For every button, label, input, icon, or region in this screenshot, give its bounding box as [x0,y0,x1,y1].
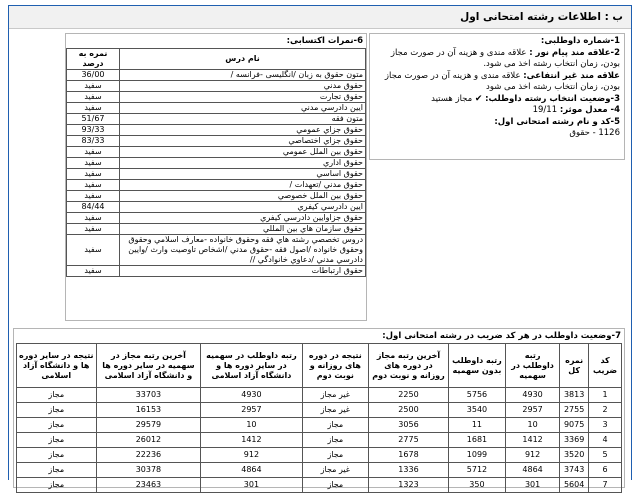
rank-cell: 2250 [369,388,449,403]
section-title: ب : اطلاعات رشته امتحانی اول [9,6,631,29]
rank-row [17,448,622,463]
rank-cell: 30378 [96,463,201,478]
payame-noor-line: 2-علاقه مند پیام نور : علاقه مندی و هزینه آن در صورت مجاز بودن، زمان انتخاب رشته اخذ می شود. [390,47,620,69]
course-name: ايين دادرسي مدني [120,103,366,114]
course-name: حقوق بين الملل خصوصي [120,191,366,202]
rank-cell: 301 [201,478,302,493]
grades-box [65,33,367,321]
grade-row [67,266,366,277]
course-name: ايين دادرسي کيفري [120,202,366,213]
rank-cell: مجاز [17,418,97,433]
rank-cell: 11 [448,418,505,433]
course-name: متون فقه [120,114,366,125]
rank-cell: مجاز [302,448,369,463]
course-grade: سفيد [67,169,120,180]
rank-cell: 912 [506,448,560,463]
course-grade: سفيد [67,158,120,169]
course-name: حقوق جزاي عمومي [120,125,366,136]
rank-cell: 1681 [448,433,505,448]
course-grade: سفيد [67,147,120,158]
grades-title: 6-نمرات اکتسابی: [286,36,363,46]
grade-row [67,125,366,136]
ranks-box [13,328,625,488]
rank-cell: 5756 [448,388,505,403]
rank-cell: مجاز [17,433,97,448]
rank-cell: 1412 [506,433,560,448]
ranks-header-cell: رتبه داوطلب در سهمیه [506,344,560,388]
rank-cell: مجاز [17,403,97,418]
ranks-header-cell: نتیجه در سایر دوره ها و دانشگاه آزاد اسلامی [17,344,97,388]
selection-status-line: 3-وضعیت انتخاب رشته داوطلب: ✔ مجاز هستید [431,93,620,104]
rank-row [17,418,622,433]
ranks-header-cell: آخرین رتبه مجاز در دوره های روزانه و نوبت دوم [369,344,449,388]
course-grade: 93/33 [67,125,120,136]
rank-cell: 1323 [369,478,449,493]
course-name: متون حقوق به زبان /انگلیسی -فرانسه / [120,70,366,81]
course-name: حقوق بين الملل عمومي [120,147,366,158]
rank-cell: مجاز [302,433,369,448]
rank-cell: 301 [506,478,560,493]
grades-header-course: نام درس [120,49,366,70]
course-name: حقوق جزاي اختصاصي [120,136,366,147]
rank-cell: 1 [589,388,622,403]
rank-cell: مجاز [17,478,97,493]
rank-cell: 23463 [96,478,201,493]
grade-row [67,169,366,180]
rank-cell: 3369 [560,433,589,448]
rank-cell: 2775 [369,433,449,448]
rank-cell: 22236 [96,448,201,463]
rank-cell: مجاز [17,448,97,463]
rank-cell: غیر مجاز [302,463,369,478]
rank-cell: 2957 [201,403,302,418]
rank-cell: 5712 [448,463,505,478]
grade-row [67,147,366,158]
course-name: حقوق مدني [120,81,366,92]
course-grade: 51/67 [67,114,120,125]
course-name: حقوق سازمان هاي بين المللي [120,224,366,235]
course-name: دروس تخصصي رشته هاي فقه وحقوق خانواده -معارف اسلامي وحقوق وحقوق خانواده /اصول فقه -حقوق مدني /اشخاص تاوصيت وارث /وايين دادرسي مدني /دعاوي خانوادگي // [120,235,366,266]
exam-info-panel [8,5,632,489]
rank-row [17,403,622,418]
rank-cell: 10 [506,418,560,433]
rank-cell: 4864 [201,463,302,478]
course-grade: سفيد [67,213,120,224]
grades-table [66,48,366,277]
grade-row [67,103,366,114]
course-grade: سفيد [67,224,120,235]
rank-cell: غیر مجاز [302,403,369,418]
rank-cell: 3056 [369,418,449,433]
rank-cell: 9075 [560,418,589,433]
grade-row [67,180,366,191]
grade-row [67,70,366,81]
candidate-number-line: 1-شماره داوطلبی: [540,36,620,46]
grade-row [67,92,366,103]
rank-cell: 33703 [96,388,201,403]
grades-header-grade: نمره به درصد [67,49,120,70]
course-grade: سفيد [67,81,120,92]
rank-cell: 5 [589,448,622,463]
rank-cell: 912 [201,448,302,463]
rank-cell: 26012 [96,433,201,448]
grade-row [67,158,366,169]
course-name: حقوق اساسي [120,169,366,180]
course-grade: سفيد [67,92,120,103]
field-code-value: 1126 - حقوق [569,128,620,138]
ranks-header-cell: نتیجه در دوره های روزانه و نوبت دوم [302,344,369,388]
rank-cell: 10 [201,418,302,433]
rank-cell: مجاز [302,418,369,433]
grade-row [67,114,366,125]
checkmark-icon: ✔ [474,93,483,104]
course-grade: سفيد [67,180,120,191]
ranks-header-cell: رتبه داوطلب در سهمیه در سایر دوره ها و دانشگاه آزاد اسلامی [201,344,302,388]
course-name: حقوق اداري [120,158,366,169]
rank-cell: مجاز [17,388,97,403]
rank-row [17,433,622,448]
rank-cell: 6 [589,463,622,478]
course-grade: 83/33 [67,136,120,147]
grade-row [67,235,366,266]
gpa-line: 4- معدل موثر: 19/11 [532,105,620,115]
rank-cell: 2957 [506,403,560,418]
rank-cell: 4864 [506,463,560,478]
rank-cell: 2 [589,403,622,418]
rank-cell: 16153 [96,403,201,418]
course-grade: سفيد [67,235,120,266]
rank-cell: 29579 [96,418,201,433]
grade-row [67,81,366,92]
rank-cell: 350 [448,478,505,493]
rank-cell: غیر مجاز [302,388,369,403]
rank-cell: 3540 [448,403,505,418]
grade-row [67,224,366,235]
rank-cell: مجاز [302,478,369,493]
grade-row [67,191,366,202]
grade-row [67,202,366,213]
rank-cell: 1336 [369,463,449,478]
grade-row [67,213,366,224]
course-name: حقوق تجارت [120,92,366,103]
ranks-header-cell: کد ضریب [589,344,622,388]
rank-cell: 3813 [560,388,589,403]
rank-cell: 3 [589,418,622,433]
field-code-line: 5-کد و نام رشته امتحانی اول: [494,116,620,127]
course-grade: سفيد [67,103,120,114]
ranks-table [16,343,622,493]
rank-cell: 1678 [369,448,449,463]
rank-row [17,463,622,478]
ranks-header-cell: نمره کل [560,344,589,388]
rank-cell: 1412 [201,433,302,448]
rank-row [17,388,622,403]
course-name: حقوق ارتباطات [120,266,366,277]
non-profit-line: علاقه مند غیر انتفاعی: علاقه مندی و هزینه آن در صورت مجاز بودن، زمان انتخاب رشته اخذ می شود [384,70,620,92]
ranks-title: 7-وضعیت داوطلب در هر کد ضریب در رشته امتحانی اول: [382,331,621,341]
course-grade: سفيد [67,191,120,202]
course-grade: سفيد [67,266,120,277]
course-grade: 36/00 [67,70,120,81]
grade-row [67,136,366,147]
rank-cell: 2755 [560,403,589,418]
ranks-header-cell: رتبه داوطلب بدون سهمیه [448,344,505,388]
rank-cell: 7 [589,478,622,493]
rank-cell: 5604 [560,478,589,493]
course-name: حقوق جزاوايين دادرسي کيفري [120,213,366,224]
candidate-info-box [369,33,625,160]
ranks-header-cell: آخرین رتبه مجاز در سهمیه در سایر دوره ها و دانشگاه آزاد اسلامی [96,344,201,388]
rank-cell: 3743 [560,463,589,478]
rank-cell: 1099 [448,448,505,463]
rank-cell: 3520 [560,448,589,463]
course-grade: 84/44 [67,202,120,213]
rank-cell: 4 [589,433,622,448]
rank-cell: 4930 [506,388,560,403]
rank-cell: مجاز [17,463,97,478]
rank-cell: 4930 [201,388,302,403]
rank-cell: 2500 [369,403,449,418]
course-name: حقوق مدني /تعهدات / [120,180,366,191]
